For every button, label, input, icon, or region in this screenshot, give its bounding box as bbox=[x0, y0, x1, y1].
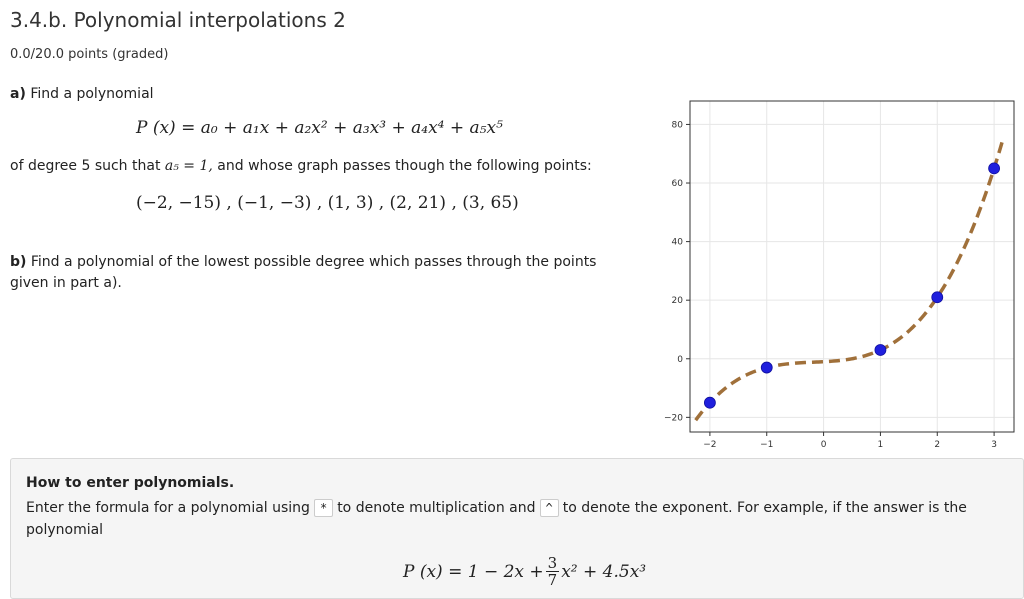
degree-condition bbox=[10, 158, 592, 174]
help-text-3: to denote the exponent. For example, if the answer is the polynomial bbox=[26, 500, 967, 538]
part-b bbox=[10, 252, 610, 294]
data-point bbox=[989, 163, 1000, 174]
part-a-text: Find a polynomial bbox=[30, 86, 154, 102]
x-tick-label: −1 bbox=[760, 440, 774, 450]
fraction-denominator: 7 bbox=[547, 571, 558, 589]
help-text bbox=[26, 497, 996, 541]
help-text-2: to denote multiplication and bbox=[337, 500, 536, 516]
points-status: 0.0/20.0 points (graded) bbox=[10, 47, 169, 62]
part-a-heading bbox=[10, 86, 154, 102]
help-text-1: Enter the formula for a polynomial using bbox=[26, 500, 310, 516]
data-point bbox=[932, 292, 943, 303]
part-b-text: Find a polynomial of the lowest possible degree which passes through the points given in part a). bbox=[10, 254, 597, 291]
example-left: P (x) = 1 − 2x + bbox=[403, 561, 544, 582]
interpolation-curve bbox=[696, 140, 1003, 420]
fraction-numerator: 3 bbox=[547, 554, 558, 572]
y-tick-label: 20 bbox=[671, 296, 683, 307]
y-tick-label: 60 bbox=[671, 179, 683, 190]
part-b-label: b) bbox=[10, 254, 27, 270]
x-tick-label: 1 bbox=[877, 440, 884, 450]
x-tick-label: −2 bbox=[703, 440, 717, 450]
y-tick-label: 40 bbox=[671, 237, 683, 248]
x-tick-label: 3 bbox=[991, 440, 997, 450]
condition-math: a₅ = 1, bbox=[164, 158, 213, 174]
condition-suffix: and whose graph passes though the following points: bbox=[217, 158, 592, 174]
points-list: (−2, −15) , (−1, −3) , (1, 3) , (2, 21) , (3, 65) bbox=[136, 193, 519, 213]
page-title: 3.4.b. Polynomial interpolations 2 bbox=[10, 8, 346, 32]
help-title: How to enter polynomials. bbox=[26, 475, 235, 491]
example-right: x² + 4.5x³ bbox=[561, 561, 647, 582]
condition-prefix: of degree 5 such that bbox=[10, 158, 161, 174]
interpolation-plot bbox=[660, 96, 1024, 450]
plot-frame bbox=[690, 101, 1014, 432]
help-box bbox=[10, 458, 1024, 599]
exponent-symbol: ^ bbox=[540, 499, 559, 517]
data-point bbox=[704, 397, 715, 408]
y-tick-label: 0 bbox=[677, 354, 683, 365]
x-tick-label: 0 bbox=[820, 440, 827, 450]
example-equation bbox=[403, 555, 646, 588]
y-tick-label: 80 bbox=[671, 120, 683, 131]
polynomial-equation: P (x) = a₀ + a₁x + a₂x² + a₃x³ + a₄x⁴ + a₅x⁵ bbox=[136, 118, 503, 138]
y-tick-label: −20 bbox=[664, 413, 683, 424]
multiply-symbol: * bbox=[314, 499, 333, 517]
example-fraction bbox=[546, 555, 560, 588]
part-a-label: a) bbox=[10, 86, 26, 102]
x-tick-label: 2 bbox=[934, 440, 941, 450]
data-point bbox=[875, 344, 886, 355]
data-point bbox=[761, 362, 772, 373]
